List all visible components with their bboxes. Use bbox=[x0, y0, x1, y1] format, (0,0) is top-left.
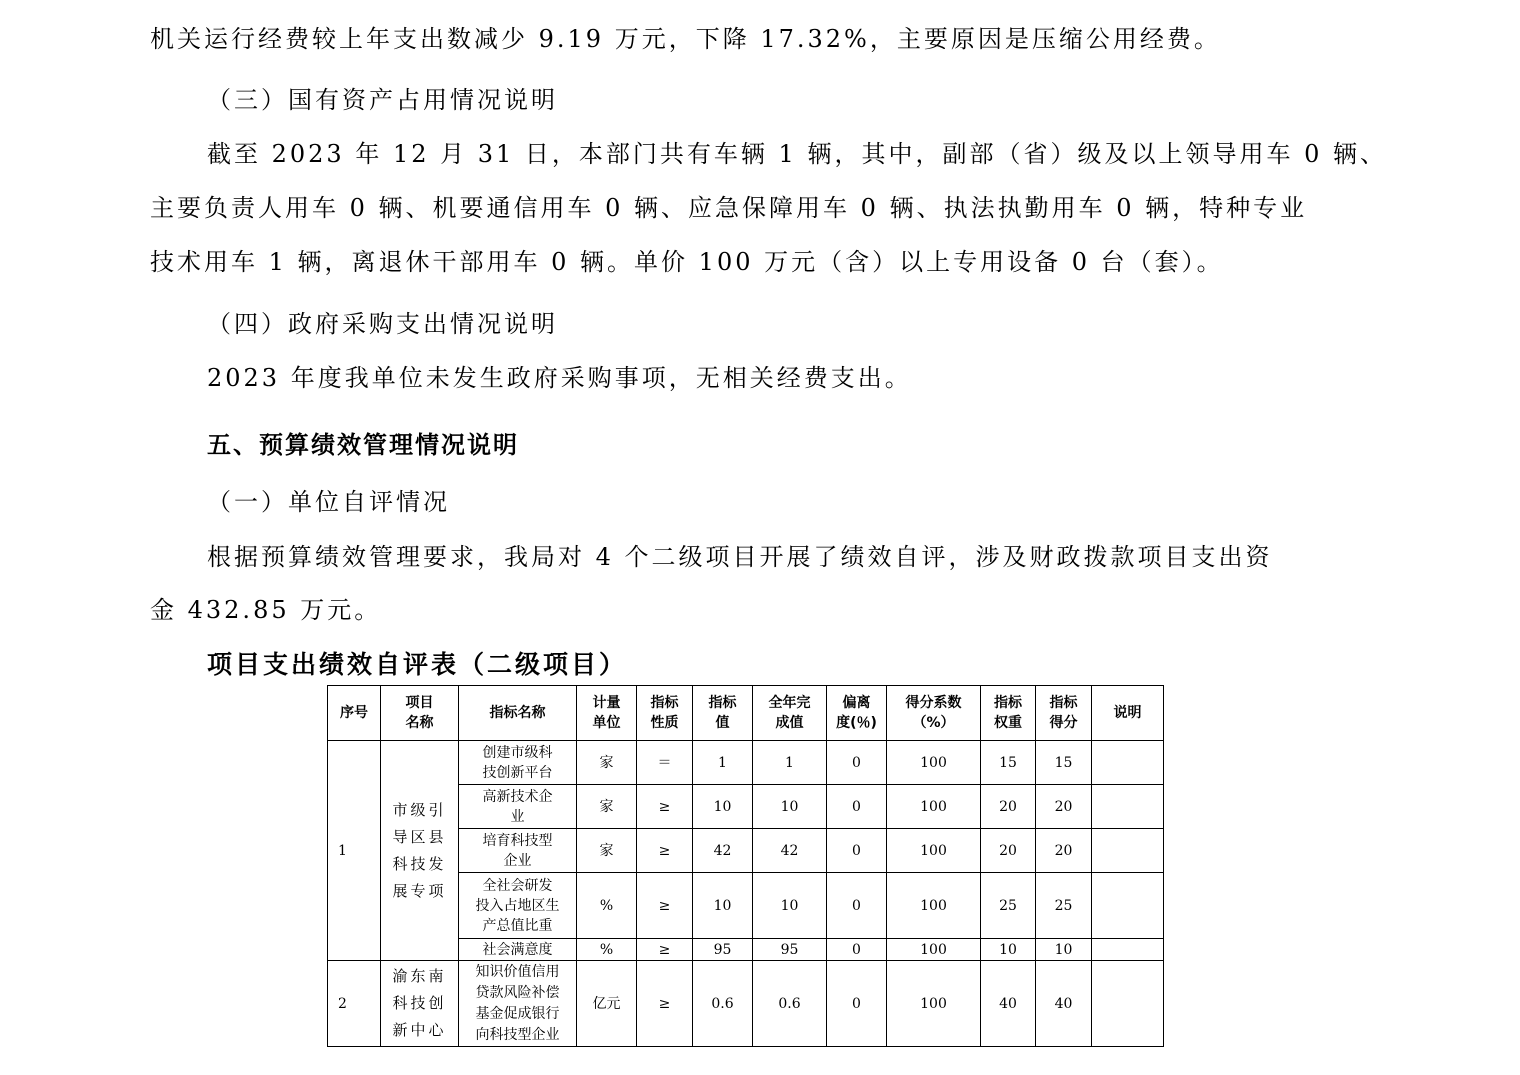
cell-nature: ≥ bbox=[637, 785, 693, 829]
cell-unit: 家 bbox=[577, 785, 637, 829]
header-note: 说明 bbox=[1092, 686, 1164, 741]
cell-weight: 20 bbox=[981, 829, 1036, 873]
cell-done: 10 bbox=[753, 873, 827, 939]
cell-value: 42 bbox=[693, 829, 753, 873]
cell-done: 10 bbox=[753, 785, 827, 829]
cell-indicator: 培育科技型 企业 bbox=[459, 829, 577, 873]
cell-coefficient: 100 bbox=[887, 961, 981, 1047]
cell-deviation: 0 bbox=[827, 785, 887, 829]
cell-deviation: 0 bbox=[827, 961, 887, 1047]
header-deviation: 偏离 度(％) bbox=[827, 686, 887, 741]
cell-note bbox=[1092, 939, 1164, 961]
section-title: （四）政府采购支出情况说明 bbox=[207, 310, 558, 338]
cell-coefficient: 100 bbox=[887, 741, 981, 785]
cell-done: 42 bbox=[753, 829, 827, 873]
cell-unit: % bbox=[577, 873, 637, 939]
cell-value: 10 bbox=[693, 785, 753, 829]
cell-indicator: 创建市级科 技创新平台 bbox=[459, 741, 577, 785]
cell-weight: 10 bbox=[981, 939, 1036, 961]
cell-deviation: 0 bbox=[827, 741, 887, 785]
cell-weight: 40 bbox=[981, 961, 1036, 1047]
header-nature: 指标 性质 bbox=[637, 686, 693, 741]
header-no: 序号 bbox=[328, 686, 381, 741]
cell-unit: 亿元 bbox=[577, 961, 637, 1047]
chapter-heading: 五、预算绩效管理情况说明 bbox=[207, 431, 519, 459]
cell-value: 10 bbox=[693, 873, 753, 939]
cell-weight: 25 bbox=[981, 873, 1036, 939]
cell-note bbox=[1092, 829, 1164, 873]
cell-score: 15 bbox=[1036, 741, 1092, 785]
table-title: 项目支出绩效自评表（二级项目） bbox=[207, 650, 628, 679]
paragraph-line: 截至 2023 年 12 月 31 日，本部门共有车辆 1 辆，其中，副部（省）级及以上领导用车 0 辆、 bbox=[207, 140, 1387, 168]
cell-deviation: 0 bbox=[827, 873, 887, 939]
cell-value: 0.6 bbox=[693, 961, 753, 1047]
cell-value: 1 bbox=[693, 741, 753, 785]
paragraph-line: 根据预算绩效管理要求，我局对 4 个二级项目开展了绩效自评，涉及财政拨款项目支出资 bbox=[207, 543, 1273, 571]
paragraph-line: 技术用车 1 辆，离退休干部用车 0 辆。单价 100 万元（含）以上专用设备 0 台（套）。 bbox=[150, 248, 1224, 276]
cell-coefficient: 100 bbox=[887, 785, 981, 829]
cell-score: 40 bbox=[1036, 961, 1092, 1047]
header-score: 指标 得分 bbox=[1036, 686, 1092, 741]
cell-deviation: 0 bbox=[827, 829, 887, 873]
cell-project: 渝东南 科技创 新中心 bbox=[381, 961, 459, 1047]
cell-coefficient: 100 bbox=[887, 829, 981, 873]
cell-done: 95 bbox=[753, 939, 827, 961]
cell-coefficient: 100 bbox=[887, 873, 981, 939]
header-done: 全年完 成值 bbox=[753, 686, 827, 741]
cell-nature: ≥ bbox=[637, 939, 693, 961]
cell-nature: ≥ bbox=[637, 961, 693, 1047]
cell-indicator: 高新技术企 业 bbox=[459, 785, 577, 829]
cell-coefficient: 100 bbox=[887, 939, 981, 961]
cell-unit: 家 bbox=[577, 829, 637, 873]
cell-weight: 15 bbox=[981, 741, 1036, 785]
cell-note bbox=[1092, 785, 1164, 829]
table-row bbox=[328, 741, 1164, 785]
header-coefficient: 得分系数 （%） bbox=[887, 686, 981, 741]
cell-unit: 家 bbox=[577, 741, 637, 785]
cell-nature: ≥ bbox=[637, 829, 693, 873]
cell-unit: % bbox=[577, 939, 637, 961]
cell-score: 25 bbox=[1036, 873, 1092, 939]
performance-table bbox=[327, 685, 1164, 1047]
cell-nature: ≥ bbox=[637, 873, 693, 939]
cell-deviation: 0 bbox=[827, 939, 887, 961]
table-row bbox=[328, 961, 1164, 1047]
cell-nature: ＝ bbox=[637, 741, 693, 785]
section-title: （三）国有资产占用情况说明 bbox=[207, 86, 558, 114]
cell-indicator: 全社会研发 投入占地区生 产总值比重 bbox=[459, 873, 577, 939]
cell-indicator: 知识价值信用 贷款风险补偿 基金促成银行 向科技型企业 bbox=[459, 961, 577, 1047]
paragraph-line: 机关运行经费较上年支出数减少 9.19 万元，下降 17.32%，主要原因是压缩公用经费。 bbox=[150, 25, 1221, 53]
header-indicator: 指标名称 bbox=[459, 686, 577, 741]
cell-no: 1 bbox=[328, 741, 381, 961]
cell-indicator: 社会满意度 bbox=[459, 939, 577, 961]
header-unit: 计量 单位 bbox=[577, 686, 637, 741]
section-title: （一）单位自评情况 bbox=[207, 488, 450, 516]
cell-done: 0.6 bbox=[753, 961, 827, 1047]
paragraph-line: 2023 年度我单位未发生政府采购事项，无相关经费支出。 bbox=[207, 364, 912, 392]
cell-note bbox=[1092, 741, 1164, 785]
cell-score: 20 bbox=[1036, 785, 1092, 829]
cell-no: 2 bbox=[328, 961, 381, 1047]
cell-note bbox=[1092, 961, 1164, 1047]
cell-weight: 20 bbox=[981, 785, 1036, 829]
header-project: 项目 名称 bbox=[381, 686, 459, 741]
cell-note bbox=[1092, 873, 1164, 939]
header-weight: 指标 权重 bbox=[981, 686, 1036, 741]
cell-score: 20 bbox=[1036, 829, 1092, 873]
header-value: 指标 值 bbox=[693, 686, 753, 741]
table-header-row bbox=[328, 686, 1164, 741]
cell-done: 1 bbox=[753, 741, 827, 785]
paragraph-line: 主要负责人用车 0 辆、机要通信用车 0 辆、应急保障用车 0 辆、执法执勤用车 0 辆，特种专业 bbox=[150, 194, 1308, 222]
cell-value: 95 bbox=[693, 939, 753, 961]
paragraph-line: 金 432.85 万元。 bbox=[150, 596, 382, 624]
cell-score: 10 bbox=[1036, 939, 1092, 961]
cell-project: 市级引 导区县 科技发 展专项 bbox=[381, 741, 459, 961]
